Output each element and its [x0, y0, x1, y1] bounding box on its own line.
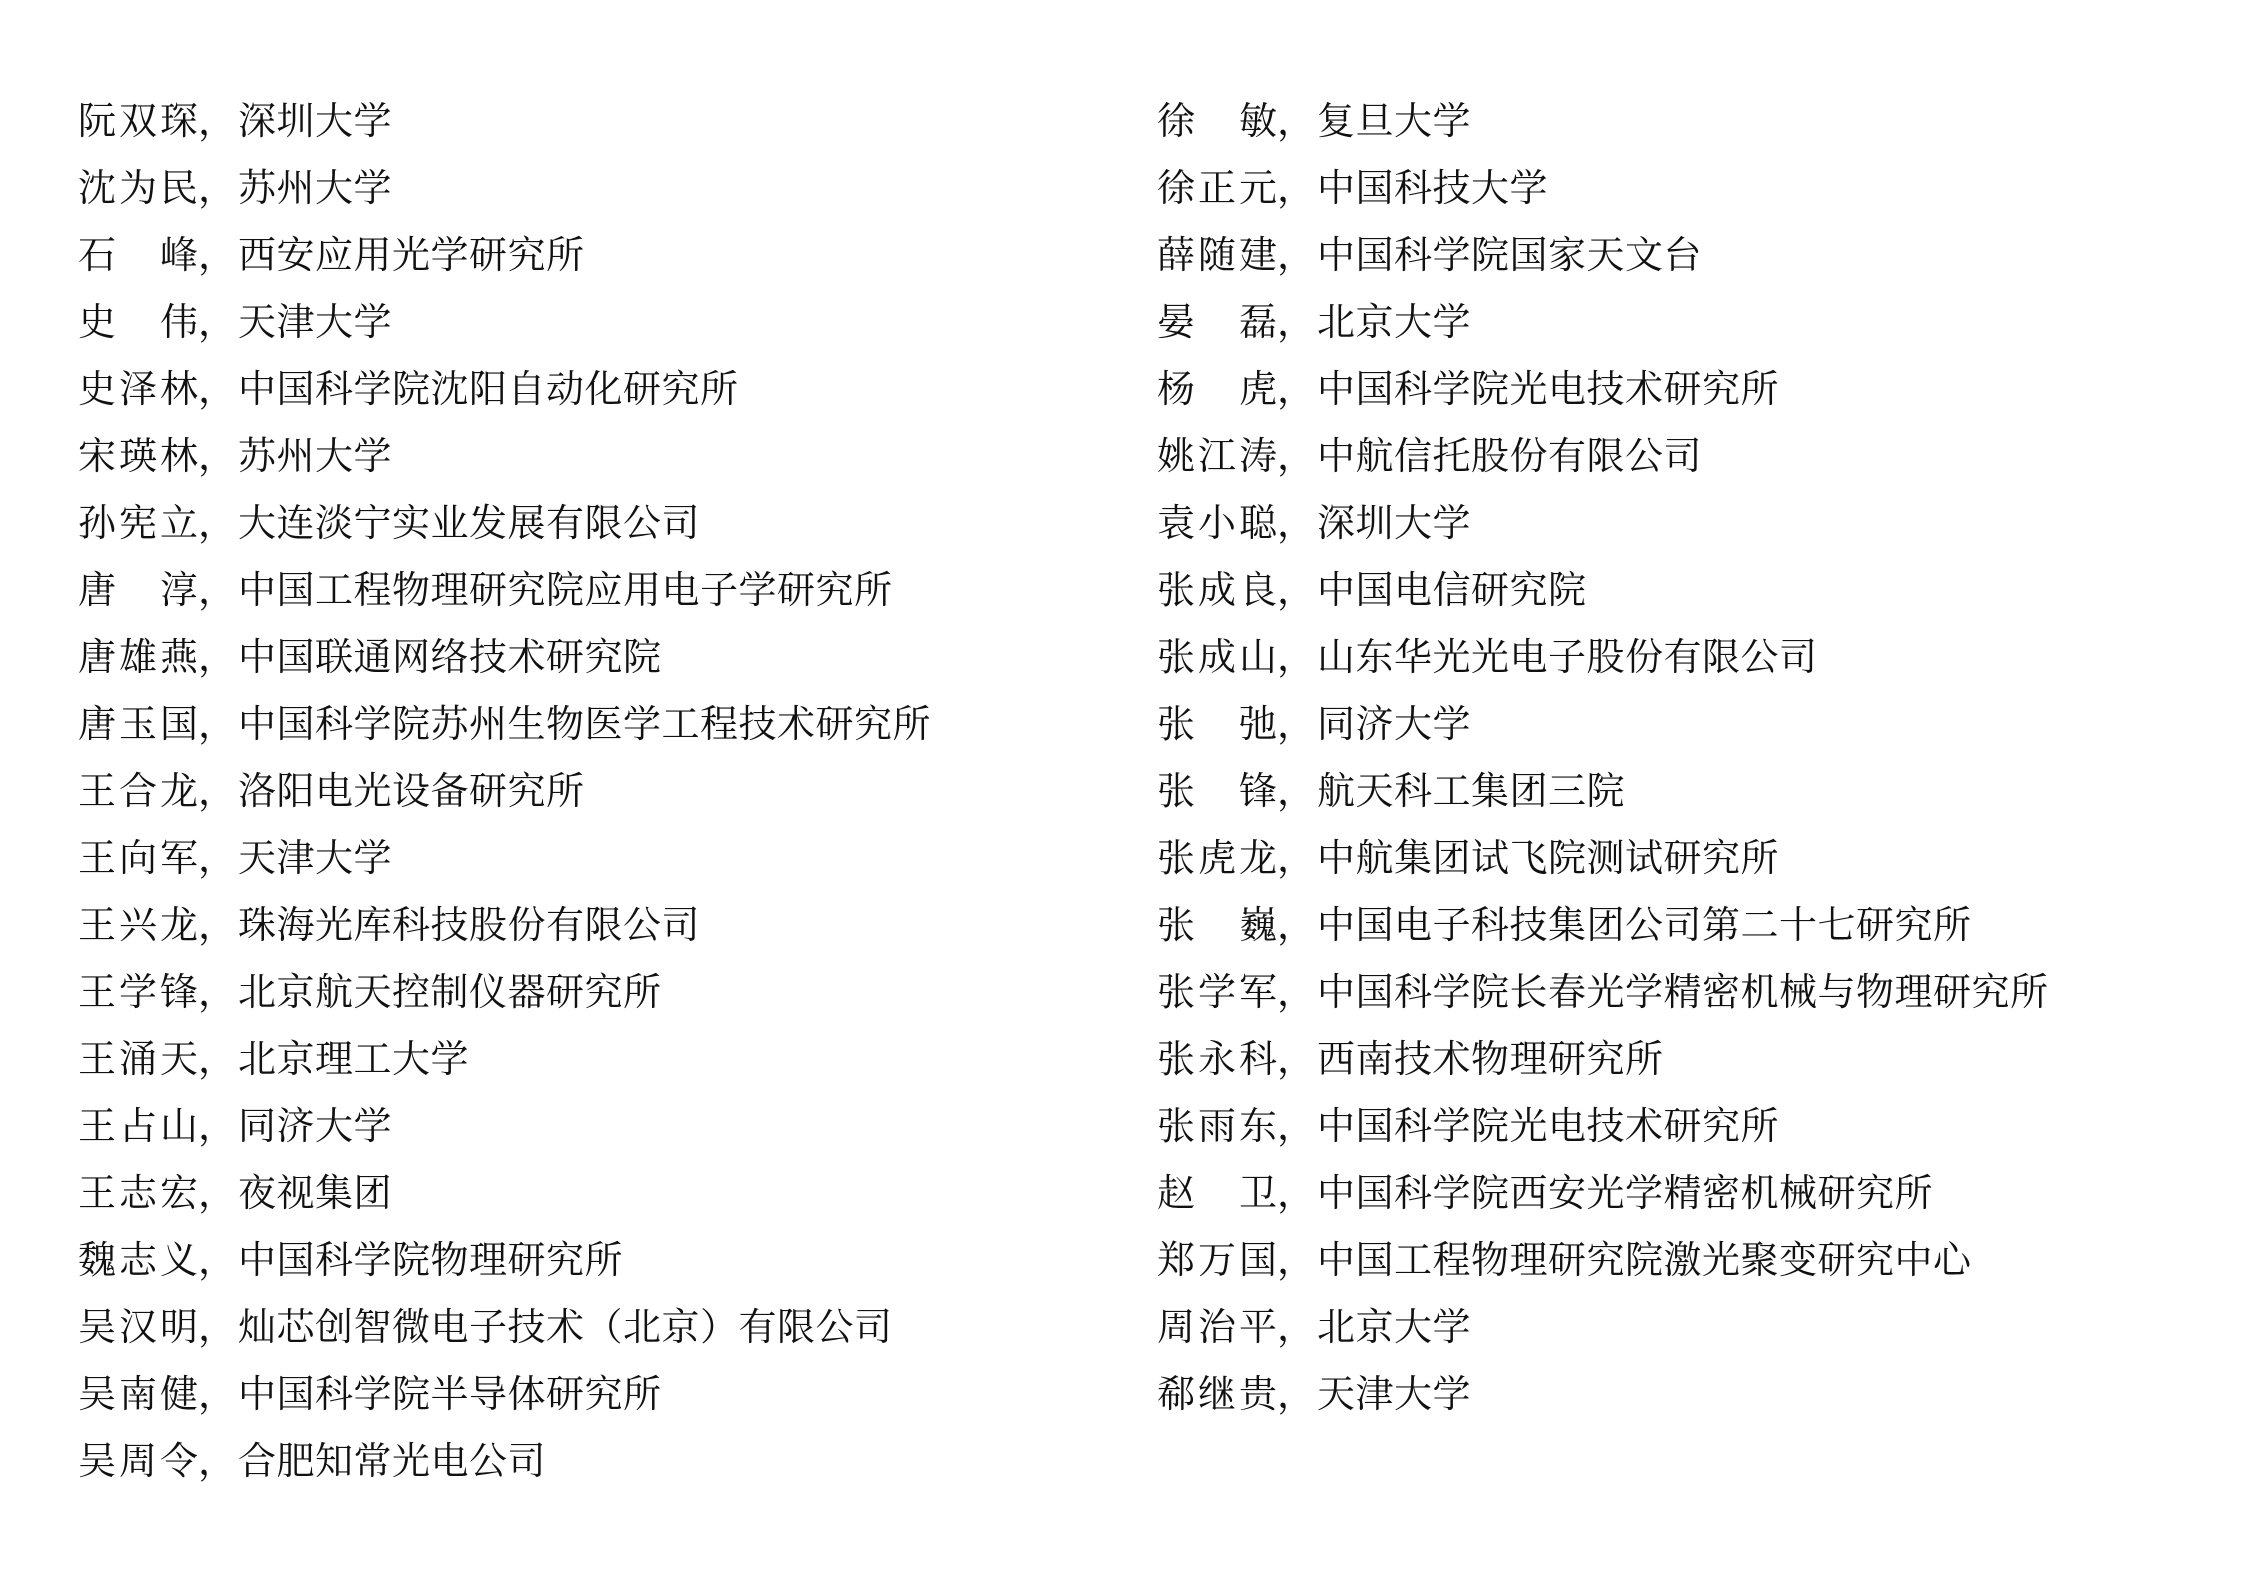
list-item [1157, 758, 2197, 825]
separator: ， [1277, 1372, 1316, 1416]
list-item [78, 1026, 1078, 1093]
person-name: 史 伟 [78, 300, 198, 344]
list-item [1157, 892, 2197, 959]
separator: ， [198, 568, 237, 612]
organization: 合肥知常光电公司 [238, 1439, 547, 1483]
list-item [78, 624, 1078, 691]
list-item [1157, 959, 2197, 1026]
separator: ， [198, 1439, 237, 1483]
separator: ， [1277, 970, 1316, 1014]
organization: 中航信托股份有限公司 [1317, 434, 1703, 478]
list-item [78, 892, 1078, 959]
separator: ， [1277, 233, 1316, 277]
organization: 中国科学院光电技术研究所 [1317, 1104, 1780, 1148]
organization: 航天科工集团三院 [1317, 769, 1626, 813]
separator: ， [1277, 434, 1316, 478]
person-name: 晏 磊 [1157, 300, 1277, 344]
person-name: 王志宏 [78, 1171, 198, 1215]
organization: 天津大学 [1317, 1372, 1472, 1416]
list-item [1157, 624, 2197, 691]
list-item [1157, 155, 2197, 222]
organization: 中国工程物理研究院应用电子学研究所 [238, 568, 893, 612]
right-column-list [1157, 88, 2197, 1428]
list-item [1157, 356, 2197, 423]
list-item [78, 289, 1078, 356]
list-item [78, 490, 1078, 557]
list-item [1157, 557, 2197, 624]
organization: 北京理工大学 [238, 1037, 470, 1081]
list-item [1157, 1026, 2197, 1093]
separator: ， [1277, 702, 1316, 746]
list-item [78, 222, 1078, 289]
person-name: 郗继贵 [1157, 1372, 1277, 1416]
person-name: 张 弛 [1157, 702, 1277, 746]
separator: ， [1277, 1238, 1316, 1282]
list-item [78, 1093, 1078, 1160]
separator: ， [1277, 300, 1316, 344]
organization: 中国科学院长春光学精密机械与物理研究所 [1317, 970, 2049, 1014]
organization: 天津大学 [238, 300, 393, 344]
separator: ， [198, 233, 237, 277]
separator: ， [1277, 635, 1316, 679]
organization: 洛阳电光设备研究所 [238, 769, 585, 813]
organization: 复旦大学 [1317, 99, 1472, 143]
person-name: 张成山 [1157, 635, 1277, 679]
list-item [78, 1294, 1078, 1361]
organization: 苏州大学 [238, 166, 393, 210]
list-item [1157, 289, 2197, 356]
person-name: 石 峰 [78, 233, 198, 277]
person-name: 唐 淳 [78, 568, 198, 612]
organization: 深圳大学 [238, 99, 393, 143]
list-item [1157, 88, 2197, 155]
separator: ， [198, 836, 237, 880]
list-item [78, 1428, 1078, 1495]
organization: 中国科学院沈阳自动化研究所 [238, 367, 739, 411]
separator: ， [1277, 903, 1316, 947]
organization: 中国科学院物理研究所 [238, 1238, 624, 1282]
list-item [78, 557, 1078, 624]
organization: 中国工程物理研究院激光聚变研究中心 [1317, 1238, 1972, 1282]
person-name: 薛随建 [1157, 233, 1277, 277]
person-name: 张成良 [1157, 568, 1277, 612]
separator: ， [198, 1238, 237, 1282]
list-item [1157, 1361, 2197, 1428]
person-name: 徐正元 [1157, 166, 1277, 210]
list-item [78, 758, 1078, 825]
separator: ， [198, 1037, 237, 1081]
person-name: 王学锋 [78, 970, 198, 1014]
organization: 中国科学院苏州生物医学工程技术研究所 [238, 702, 932, 746]
organization: 苏州大学 [238, 434, 393, 478]
list-item [1157, 490, 2197, 557]
separator: ， [198, 1372, 237, 1416]
separator: ， [198, 501, 237, 545]
separator: ， [198, 1305, 237, 1349]
person-name: 徐 敏 [1157, 99, 1277, 143]
separator: ， [198, 300, 237, 344]
person-name: 魏志义 [78, 1238, 198, 1282]
list-item [1157, 222, 2197, 289]
separator: ， [198, 702, 237, 746]
separator: ， [1277, 1104, 1316, 1148]
list-item [78, 825, 1078, 892]
organization: 大连淡宁实业发展有限公司 [238, 501, 701, 545]
separator: ， [198, 166, 237, 210]
organization: 中国电信研究院 [1317, 568, 1587, 612]
list-item [78, 88, 1078, 155]
separator: ， [198, 769, 237, 813]
separator: ， [198, 99, 237, 143]
organization: 中国科学院光电技术研究所 [1317, 367, 1780, 411]
left-column-list [78, 88, 1078, 1495]
separator: ， [1277, 367, 1316, 411]
list-item [78, 959, 1078, 1026]
list-item [78, 1160, 1078, 1227]
organization: 中国联通网络技术研究院 [238, 635, 662, 679]
separator: ， [198, 367, 237, 411]
separator: ， [198, 970, 237, 1014]
person-name: 吴周令 [78, 1439, 198, 1483]
separator: ， [1277, 99, 1316, 143]
organization: 同济大学 [1317, 702, 1472, 746]
person-name: 王占山 [78, 1104, 198, 1148]
organization: 深圳大学 [1317, 501, 1472, 545]
organization: 山东华光光电子股份有限公司 [1317, 635, 1818, 679]
organization: 珠海光库科技股份有限公司 [238, 903, 701, 947]
organization: 中国科学院半导体研究所 [238, 1372, 662, 1416]
organization: 北京大学 [1317, 1305, 1472, 1349]
person-name: 张雨东 [1157, 1104, 1277, 1148]
list-item [78, 1227, 1078, 1294]
person-name: 杨 虎 [1157, 367, 1277, 411]
organization: 北京航天控制仪器研究所 [238, 970, 662, 1014]
separator: ， [198, 1104, 237, 1148]
person-name: 宋瑛林 [78, 434, 198, 478]
person-name: 唐玉国 [78, 702, 198, 746]
organization: 天津大学 [238, 836, 393, 880]
list-item [1157, 1093, 2197, 1160]
organization: 中国科学院西安光学精密机械研究所 [1317, 1171, 1934, 1215]
person-name: 吴汉明 [78, 1305, 198, 1349]
list-item [1157, 423, 2197, 490]
list-item [1157, 1227, 2197, 1294]
separator: ， [1277, 769, 1316, 813]
person-name: 吴南健 [78, 1372, 198, 1416]
list-item [78, 155, 1078, 222]
list-item [1157, 825, 2197, 892]
organization: 灿芯创智微电子技术（北京）有限公司 [238, 1305, 893, 1349]
list-item [78, 423, 1078, 490]
organization: 中国电子科技集团公司第二十七研究所 [1317, 903, 1972, 947]
list-item [78, 356, 1078, 423]
person-name: 周治平 [1157, 1305, 1277, 1349]
organization: 中航集团试飞院测试研究所 [1317, 836, 1780, 880]
separator: ， [198, 635, 237, 679]
organization: 中国科技大学 [1317, 166, 1549, 210]
person-name: 王向军 [78, 836, 198, 880]
list-item [1157, 1160, 2197, 1227]
separator: ， [1277, 1305, 1316, 1349]
person-name: 王合龙 [78, 769, 198, 813]
person-name: 孙宪立 [78, 501, 198, 545]
organization: 中国科学院国家天文台 [1317, 233, 1703, 277]
list-item [1157, 1294, 2197, 1361]
person-name: 张学军 [1157, 970, 1277, 1014]
person-name: 张 巍 [1157, 903, 1277, 947]
person-name: 唐雄燕 [78, 635, 198, 679]
organization: 同济大学 [238, 1104, 393, 1148]
person-name: 王兴龙 [78, 903, 198, 947]
list-item [78, 691, 1078, 758]
separator: ， [1277, 166, 1316, 210]
separator: ， [1277, 568, 1316, 612]
person-name: 赵 卫 [1157, 1171, 1277, 1215]
list-item [1157, 691, 2197, 758]
separator: ， [1277, 1171, 1316, 1215]
person-name: 史泽林 [78, 367, 198, 411]
person-name: 袁小聪 [1157, 501, 1277, 545]
separator: ， [1277, 1037, 1316, 1081]
organization: 夜视集团 [238, 1171, 393, 1215]
person-name: 王涌天 [78, 1037, 198, 1081]
person-name: 阮双琛 [78, 99, 198, 143]
person-name: 张永科 [1157, 1037, 1277, 1081]
separator: ， [198, 903, 237, 947]
separator: ， [198, 1171, 237, 1215]
organization: 西安应用光学研究所 [238, 233, 585, 277]
list-item [78, 1361, 1078, 1428]
organization: 北京大学 [1317, 300, 1472, 344]
person-name: 沈为民 [78, 166, 198, 210]
separator: ， [1277, 836, 1316, 880]
organization: 西南技术物理研究所 [1317, 1037, 1664, 1081]
person-name: 张 锋 [1157, 769, 1277, 813]
person-name: 郑万国 [1157, 1238, 1277, 1282]
person-name: 姚江涛 [1157, 434, 1277, 478]
person-name: 张虎龙 [1157, 836, 1277, 880]
separator: ， [1277, 501, 1316, 545]
separator: ， [198, 434, 237, 478]
